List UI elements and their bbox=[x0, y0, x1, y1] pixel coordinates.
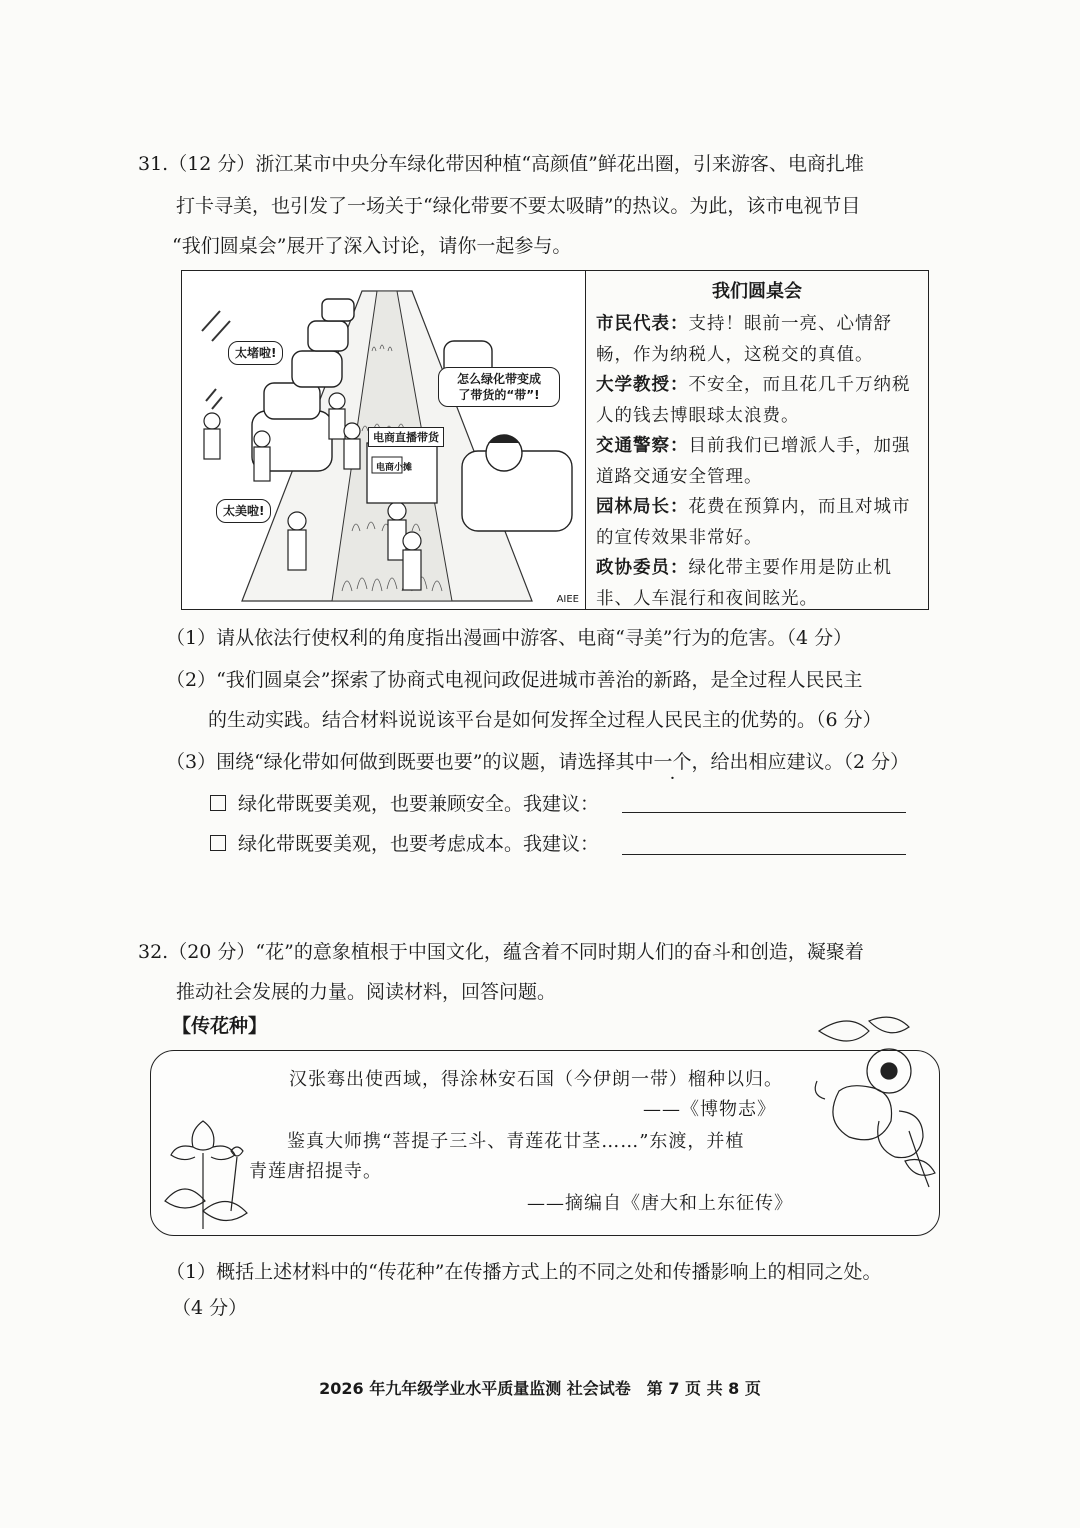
q32-stem-line2: 推动社会发展的力量。阅读材料，回答问题。 bbox=[176, 981, 557, 1003]
roundtable-item-professor: 大学教授：不安全，而且花几千万纳税人的钱去博眼球太浪费。 bbox=[596, 375, 911, 426]
page-footer: 2026 年九年级学业水平质量监测 社会试卷 第 7 页 共 8 页 bbox=[319, 1379, 761, 1398]
q31-option2: 绿化带既要美观，也要考虑成本。我建议： bbox=[210, 830, 599, 858]
q31-sub2-line1: （2）“我们圆桌会”探索了协商式电视问政促进城市善治的新路，是全过程人民民主 bbox=[166, 669, 863, 691]
option2-checkbox[interactable] bbox=[210, 835, 226, 851]
pomegranate-illustration bbox=[809, 1011, 943, 1191]
q31-stem-line1: 31.（12 分）浙江某市中央分车绿化带因种植“高颜值”鲜花出圈，引来游客、电商扎堆 bbox=[138, 153, 864, 175]
q31-stem-line3: “我们圆桌会”展开了深入讨论，请你一起参与。 bbox=[172, 235, 572, 257]
q32-sub1-line1: （1）概括上述材料中的“传花种”在传播方式上的不同之处和传播影响上的相同之处。 bbox=[166, 1261, 882, 1283]
q31-sub3: （3）围绕“绿化带如何做到既要也要”的议题，请选择其中一个，给出相应建议。（2 分） bbox=[166, 751, 910, 773]
option1-answer-blank[interactable] bbox=[622, 812, 906, 813]
roundtable-panel bbox=[586, 271, 928, 609]
material-source1: ——《博物志》 bbox=[643, 1099, 776, 1120]
lotus-illustration bbox=[155, 1101, 251, 1231]
material-line1: 汉张骞出使西域，得涂林安石国（今伊朗一带）榴种以归。 bbox=[289, 1069, 783, 1090]
emphasis-one: 一个 bbox=[653, 751, 692, 773]
roundtable-item-police: 交通警察：目前我们已增派人手，加强道路交通安全管理。 bbox=[596, 436, 911, 487]
option1-checkbox[interactable] bbox=[210, 795, 226, 811]
bubble-driver-complaint: 怎么绿化带变成 了带货的“带”! bbox=[438, 367, 560, 407]
q32-material-box bbox=[150, 1050, 940, 1236]
sign-stall: 电商小摊 bbox=[376, 463, 413, 473]
roundtable-item-citizen: 市民代表：支持！眼前一亮、心情舒畅，作为纳税人，这税交的真值。 bbox=[596, 314, 892, 365]
q32-sub1-line2: （4 分） bbox=[172, 1297, 248, 1319]
sign-live-streaming: 电商直播带货 bbox=[368, 427, 444, 447]
cartoon-signature: AIEE bbox=[556, 594, 579, 605]
q31-sub1: （1）请从依法行使权利的角度指出漫画中游客、电商“寻美”行为的危害。（4 分） bbox=[166, 627, 853, 649]
material-line2: 鉴真大师携“菩提子三斗、青莲花廿茎……”东渡，并植 bbox=[287, 1131, 745, 1152]
roundtable-title: 我们圆桌会 bbox=[712, 281, 802, 302]
q32-stem-line1: 32.（20 分）“花”的意象植根于中国文化，蕴含着不同时期人们的奋斗和创造，凝聚着 bbox=[138, 941, 864, 963]
q31-material-table bbox=[181, 270, 929, 610]
material-line3: 青莲唐招提寺。 bbox=[249, 1161, 382, 1182]
q32-section-title: 【传花种】 bbox=[172, 1015, 268, 1037]
bubble-so-beautiful: 太美啦! bbox=[216, 499, 271, 523]
roundtable-item-cppcc: 政协委员：绿化带主要作用是防止机非、人车混行和夜间眩光。 bbox=[596, 558, 892, 609]
bubble-traffic-jam: 太堵啦! bbox=[228, 341, 283, 365]
q31-stem-line2: 打卡寻美，也引发了一场关于“绿化带要不要太吸睛”的热议。为此，该市电视节目 bbox=[176, 195, 861, 217]
material-source2: ——摘编自《唐大和上东征传》 bbox=[527, 1193, 793, 1214]
cartoon-illustration bbox=[182, 271, 586, 609]
q31-option1: 绿化带既要美观，也要兼顾安全。我建议： bbox=[210, 790, 599, 818]
option2-answer-blank[interactable] bbox=[622, 854, 906, 855]
q31-sub2-line2: 的生动实践。结合材料说说该平台是如何发挥全过程人民民主的优势的。（6 分） bbox=[208, 709, 882, 731]
roundtable-item-garden-bureau: 园林局长：花费在预算内，而且对城市的宣传效果非常好。 bbox=[596, 497, 911, 548]
